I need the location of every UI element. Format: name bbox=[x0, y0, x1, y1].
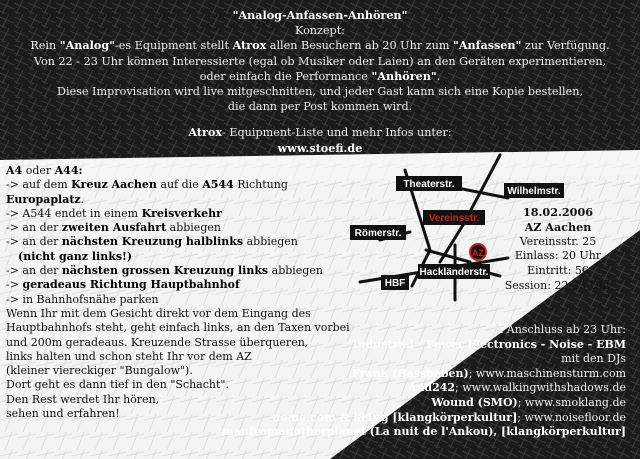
event-date: 18.02.2006 bbox=[522, 205, 594, 219]
afterparty-intro: Im Anschluss ab 23 Uhr: bbox=[488, 323, 626, 336]
event-session: Session: 22-23 Uhr bbox=[504, 278, 612, 292]
concept-title: "Analog-Anfassen-Anhören" bbox=[232, 8, 408, 22]
label-az: AZ bbox=[472, 248, 484, 258]
concept-line-1: Rein "Analog"-es Equipment stellt Atrox allen Besuchern ab 20 Uhr zum "Anfassen" zur Verfügung. bbox=[30, 38, 610, 53]
direction-step-4: -> an der nächsten Kreuzung halblinks abbiegen bbox=[6, 235, 298, 249]
label-wilhelmstr: Wilhelmstr. bbox=[507, 186, 561, 197]
direction-step-1: -> auf dem Kreuz Aachen auf die A544 Richtung Europaplatz. bbox=[6, 178, 288, 206]
dj-2: And242; www.walkingwithshadows.de bbox=[407, 381, 626, 395]
concept-line-5: die dann per Post kommen wird. bbox=[227, 100, 413, 114]
event-venue: AZ Aachen bbox=[524, 219, 592, 234]
afterparty-genres: Industrial - Power Electronics - Noise - EBM bbox=[352, 337, 626, 351]
djs-intro: mit den DJs bbox=[561, 352, 626, 366]
direction-text-1: Wenn Ihr mit dem Gesicht direkt vor dem Eingang des bbox=[6, 306, 311, 320]
label-vereinsstr: Vereinsstr. bbox=[428, 213, 480, 224]
concept-line-3: oder einfach die Performance "Anhören". bbox=[199, 68, 441, 83]
label-roemerstr: Römerstr. bbox=[354, 228, 402, 239]
dj-4: no.no.com & kl4ng [klangkörperkultur]; www.noisefloor.de bbox=[272, 410, 626, 424]
direction-step-7: -> in Bahnhofsnähe parken bbox=[6, 292, 159, 306]
direction-step-3: -> an der zweiten Ausfahrt abbiegen bbox=[6, 221, 221, 235]
direction-text-3: und 200m geradeaus. Kreuzende Strasse überqueren, bbox=[6, 335, 309, 349]
direction-step-2: -> A544 endet in einem Kreisverkehr bbox=[6, 206, 222, 220]
direction-text-8: sehen und erfahren! bbox=[6, 407, 120, 421]
dj-3: Wound (SMO); www.smoklang.de bbox=[431, 395, 626, 409]
direction-text-5: (kleiner viereckiger "Bungalow"). bbox=[6, 364, 193, 378]
afterparty bbox=[106, 323, 626, 440]
direction-text-7: Den Rest werdet Ihr hören, bbox=[6, 392, 160, 406]
direction-step-5: -> an der nächsten grossen Kreuzung links abbiegen bbox=[6, 264, 323, 278]
direction-step-4-note: (nicht ganz links!) bbox=[18, 249, 133, 263]
concept-subtitle: Konzept: bbox=[295, 24, 345, 38]
concept-line-4: Diese Improvisation wird live mitgeschnitten, und jeder Gast kann sich eine Kopie bestellen, bbox=[56, 85, 584, 99]
direction-text-6: Dort geht es dann tief in den "Schacht". bbox=[6, 378, 229, 392]
event-address: Vereinsstr. 25 bbox=[519, 234, 597, 248]
event-fee: Eintritt: 5€ bbox=[527, 264, 589, 278]
label-hacklaenderstr: Hackländerstr. bbox=[419, 267, 489, 278]
direction-text-4: links halten und schon steht Ihr vor dem AZ bbox=[6, 349, 252, 363]
concept-line-2: Von 22 - 23 Uhr können Interessierte (egal ob Musiker oder Laien) an den Geräten experimentieren, bbox=[33, 54, 607, 68]
label-theaterstr: Theaterstr. bbox=[403, 179, 455, 190]
directions-heading: A4 oder A44: bbox=[6, 164, 83, 177]
event-info bbox=[498, 205, 618, 294]
event-entry: Einlass: 20 Uhr bbox=[514, 249, 602, 263]
direction-step-6: -> geradeaus Richtung Hauptbahnhof bbox=[6, 278, 240, 292]
dj-1: Frank (Bassbeben); www.maschinensturm.com bbox=[352, 366, 626, 380]
direction-text-2: Hauptbahnhofs steht, geht einfach links, an den Taxen vorbei bbox=[6, 321, 350, 335]
dj-5: manfromanotherplanet (La nuit de l'Ankou), [klangkörperkultur] bbox=[222, 425, 626, 439]
equipment-line: Atrox- Equipment-Liste und mehr Infos unter: bbox=[188, 125, 452, 140]
website-link[interactable]: www.stoefi.de bbox=[277, 140, 363, 155]
label-hbf: HBF bbox=[384, 278, 406, 289]
